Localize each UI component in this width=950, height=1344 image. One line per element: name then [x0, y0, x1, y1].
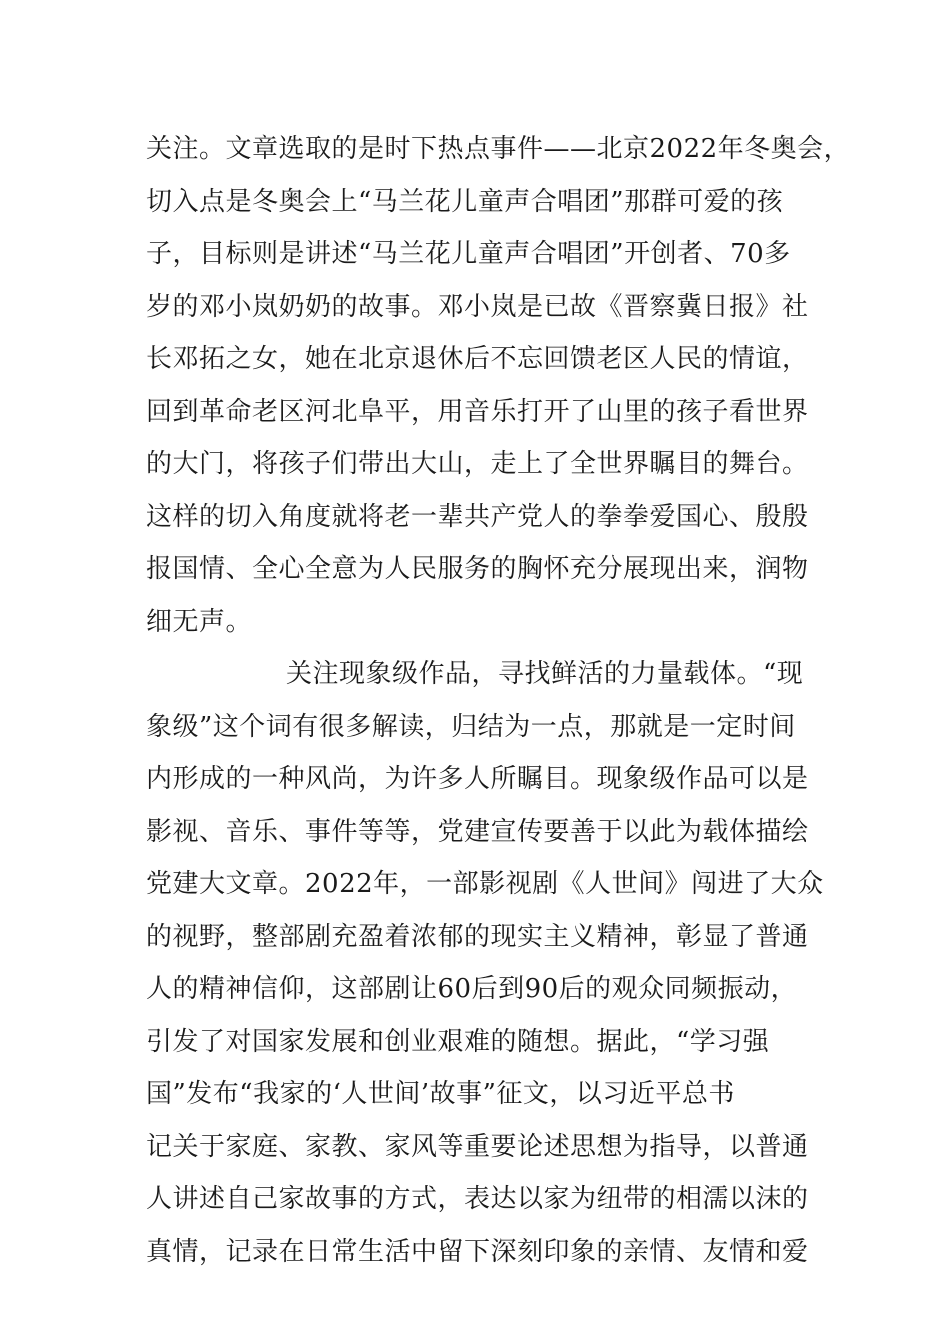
text-line: 关注。文章选取的是时下热点事件——北京2022年冬奥会，: [146, 134, 851, 164]
body-text: [146, 126, 851, 1281]
text-line: 的大门，将孩子们带出大山，走上了全世界瞩目的舞台。: [146, 449, 809, 479]
text-line: 细无声。: [146, 606, 253, 637]
text-line: 的视野，整部剧充盈着浓郁的现实主义精神，彰显了普通: [146, 921, 809, 952]
text-line: 内形成的一种风尚，为许多人所瞩目。现象级作品可以是: [146, 764, 809, 794]
text-line: 人讲述自己家故事的方式，表达以家为纽带的相濡以沫的: [146, 1184, 809, 1214]
text-line: 影视、音乐、事件等等，党建宣传要善于以此为载体描绘: [146, 816, 809, 847]
text-line: 报国情、全心全意为人民服务的胸怀充分展现出来，润物: [146, 554, 809, 584]
text-line: 切入点是冬奥会上“马兰花儿童声合唱团”那群可爱的孩: [146, 186, 784, 217]
text-line: 记关于家庭、家教、家风等重要论述思想为指导，以普通: [146, 1131, 809, 1162]
text-line: 子，目标则是讲述“马兰花儿童声合唱团”开创者、70多: [146, 239, 791, 269]
text-line: 人的精神信仰，这部剧让60后到90后的观众同频振动，: [146, 974, 798, 1004]
paragraph-winter-olympics: [146, 126, 851, 651]
text-line: 象级”这个词有很多解读，归结为一点，那就是一定时间: [146, 711, 796, 742]
text-line: 这样的切入角度就将老一辈共产党人的拳拳爱国心、殷殷: [146, 501, 809, 532]
text-line: 国”发布“我家的‘人世间’故事”征文，以习近平总书: [146, 1079, 735, 1109]
text-line: 党建大文章。2022年，一部影视剧《人世间》闯进了大众: [146, 869, 824, 899]
text-line: 长邓拓之女，她在北京退休后不忘回馈老区人民的情谊，: [146, 344, 809, 374]
text-line: 真情，记录在日常生活中留下深刻印象的亲情、友情和爱: [146, 1236, 809, 1267]
text-line: 岁的邓小岚奶奶的故事。邓小岚是已故《晋察冀日报》社: [146, 291, 809, 322]
text-line-indented: 关注现象级作品，寻找鲜活的力量载体。“现: [286, 659, 804, 689]
paragraph-phenomenal-works: [146, 651, 846, 1281]
text-line: 引发了对国家发展和创业艰难的随想。据此，“学习强: [146, 1026, 770, 1057]
text-line: 回到革命老区河北阜平，用音乐打开了山里的孩子看世界: [146, 396, 809, 427]
